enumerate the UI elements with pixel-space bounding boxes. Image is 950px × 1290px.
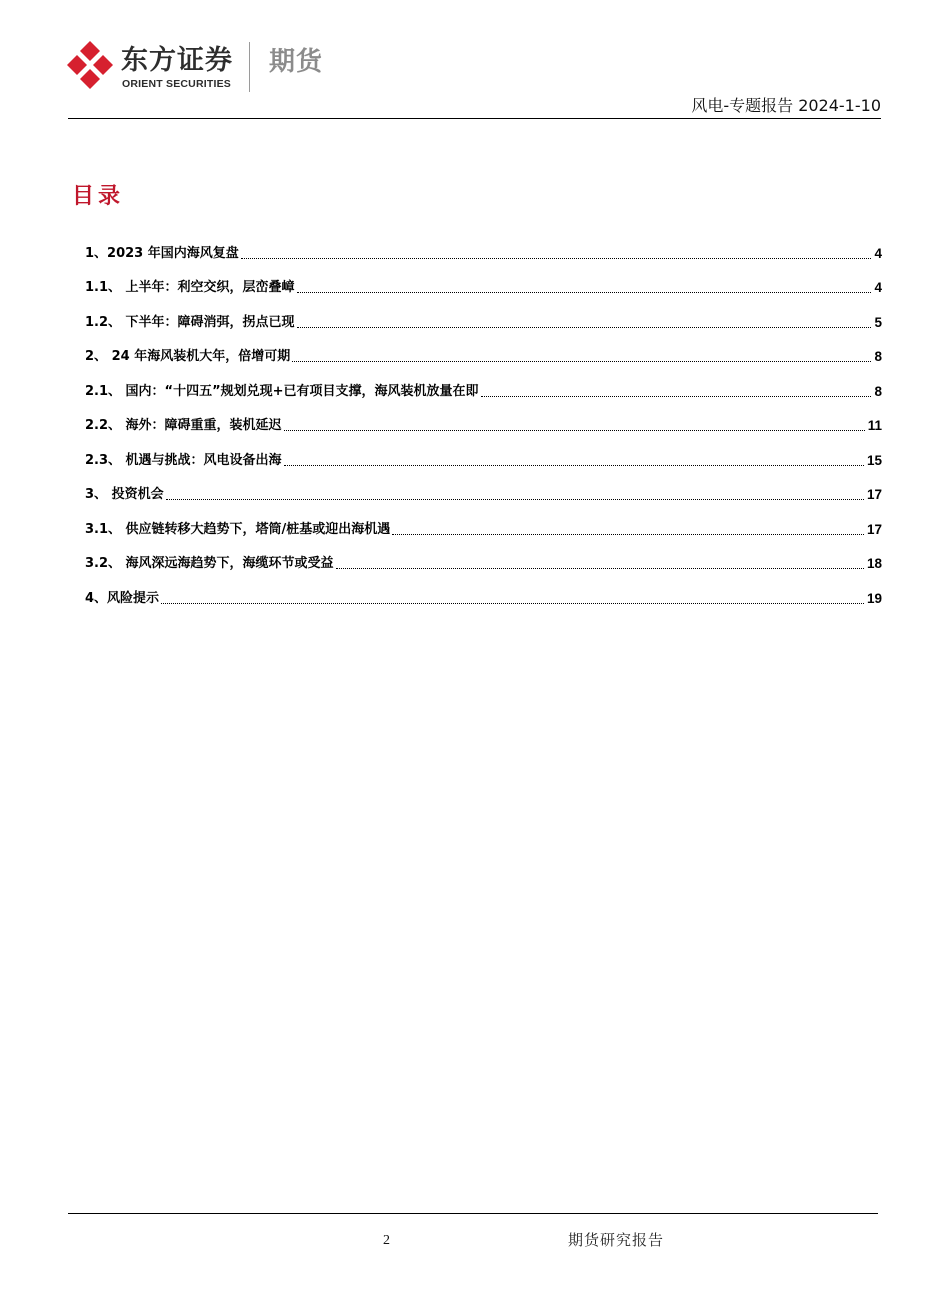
- toc-entry-page: 15: [866, 452, 882, 468]
- toc-leader: [161, 603, 864, 604]
- toc-list: [85, 238, 882, 618]
- brand-divider: [249, 42, 250, 92]
- toc-entry-page: 17: [866, 487, 882, 502]
- toc-leader: [481, 396, 872, 397]
- toc-entry-label: 1.2、 下半年：障碍消弭，拐点已现: [85, 314, 295, 330]
- toc-leader: [292, 361, 871, 362]
- toc-leader: [241, 258, 872, 259]
- toc-leader: [166, 499, 864, 500]
- toc-entry[interactable]: [85, 549, 882, 584]
- footer-label: 期货研究报告: [568, 1231, 665, 1249]
- toc-entry[interactable]: [85, 445, 882, 480]
- toc-entry-page: 4: [874, 245, 882, 261]
- toc-entry-label: 3.2、 海风深远海趋势下，海缆环节或受益: [85, 556, 334, 571]
- toc-entry-page: 19: [866, 590, 882, 606]
- toc-entry-page: 8: [874, 349, 882, 364]
- page-number: 2: [383, 1233, 390, 1248]
- toc-leader: [284, 430, 865, 431]
- toc-entry-label: 2、 24 年海风装机大年，倍增可期: [85, 349, 291, 364]
- toc-entry-page: 18: [866, 556, 882, 571]
- toc-entry[interactable]: [85, 583, 882, 618]
- toc-leader: [284, 465, 864, 466]
- brand-name-cn: 东方证券: [121, 45, 233, 76]
- company-logo: [66, 38, 336, 98]
- toc-entry-label: 4、风险提示: [85, 590, 160, 606]
- toc-entry-label: 2.2、 海外：障碍重重，装机延迟: [85, 418, 282, 433]
- toc-leader: [297, 327, 872, 328]
- toc-entry-label: 3、 投资机会: [85, 487, 164, 502]
- toc-entry-label: 1、2023 年国内海风复盘: [85, 245, 239, 261]
- toc-entry[interactable]: [85, 238, 882, 273]
- toc-entry[interactable]: [85, 273, 882, 308]
- toc-entry-page: 4: [874, 280, 882, 295]
- toc-entry-label: 2.3、 机遇与挑战：风电设备出海: [85, 452, 282, 468]
- toc-entry[interactable]: [85, 480, 882, 515]
- footer-divider: [68, 1213, 878, 1214]
- toc-entry[interactable]: [85, 411, 882, 446]
- toc-entry-page: 5: [874, 314, 882, 330]
- toc-title: 目录: [72, 184, 125, 209]
- toc-entry-label: 3.1、 供应链转移大趋势下，塔筒/桩基或迎出海机遇: [85, 521, 391, 537]
- toc-leader: [297, 292, 872, 293]
- report-title: 风电-专题报告 2024-1-10: [691, 96, 881, 115]
- toc-entry-page: 8: [874, 383, 882, 399]
- brand-name-en: ORIENT SECURITIES: [122, 78, 231, 90]
- toc-entry-page: 17: [866, 521, 882, 537]
- toc-entry[interactable]: [85, 342, 882, 377]
- toc-entry-label: 1.1、 上半年：利空交织，层峦叠嶂: [85, 280, 295, 295]
- toc-entry[interactable]: [85, 307, 882, 342]
- toc-entry[interactable]: [85, 514, 882, 549]
- orient-logo-icon: [66, 40, 114, 90]
- toc-entry[interactable]: [85, 376, 882, 411]
- toc-leader: [392, 534, 864, 535]
- toc-leader: [336, 568, 864, 569]
- toc-entry-label: 2.1、 国内：“十四五”规划兑现+已有项目支撑，海风装机放量在即: [85, 383, 479, 399]
- header-divider: [68, 118, 881, 119]
- toc-entry-page: 11: [867, 418, 882, 433]
- brand-division: 期货: [269, 47, 324, 77]
